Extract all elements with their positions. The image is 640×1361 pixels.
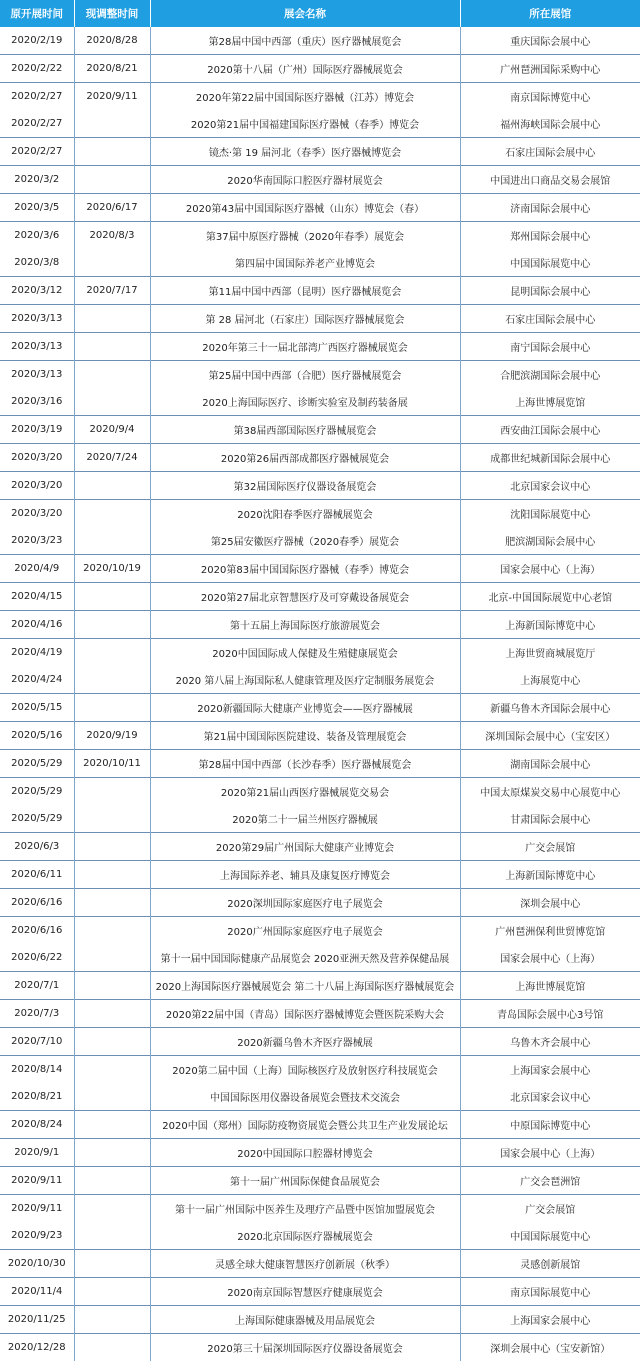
table-row xyxy=(0,1250,640,1278)
exhibition-name-cell: 2020中国国际成人保健及生殖健康展览会 xyxy=(150,639,460,667)
exhibition-name-cell: 2020华南国际口腔医疗器材展览会 xyxy=(150,166,460,194)
original-date-cell: 2020/3/19 xyxy=(0,416,74,444)
adjusted-date-cell xyxy=(74,666,150,694)
exhibition-name-cell: 第37届中原医疗器械（2020年春季）展览会 xyxy=(150,222,460,250)
exhibition-name-cell: 2020第二届中国（上海）国际核医疗及放射医疗科技展览会 xyxy=(150,1056,460,1084)
original-date-cell: 2020/9/11 xyxy=(0,1195,74,1223)
adjusted-date-cell xyxy=(74,361,150,389)
exhibition-name-cell: 第25届安徽医疗器械（2020春季）展览会 xyxy=(150,527,460,555)
venue-cell: 广交会展馆 xyxy=(460,1195,640,1223)
original-date-cell: 2020/4/19 xyxy=(0,639,74,667)
table-row xyxy=(0,305,640,333)
venue-cell: 广州琶洲保利世贸博览馆 xyxy=(460,917,640,945)
venue-cell: 乌鲁木齐会展中心 xyxy=(460,1028,640,1056)
original-date-cell: 2020/10/30 xyxy=(0,1250,74,1278)
adjusted-date-cell: 2020/9/11 xyxy=(74,83,150,111)
original-date-cell: 2020/9/23 xyxy=(0,1222,74,1250)
exhibition-name-cell: 2020北京国际医疗器械展览会 xyxy=(150,1222,460,1250)
adjusted-date-cell: 2020/10/19 xyxy=(74,555,150,583)
venue-cell: 上海国家会展中心 xyxy=(460,1056,640,1084)
table-row xyxy=(0,166,640,194)
venue-cell: 广交会琶洲馆 xyxy=(460,1167,640,1195)
original-date-cell: 2020/3/2 xyxy=(0,166,74,194)
table-row xyxy=(0,55,640,83)
venue-cell: 中国国际展览中心 xyxy=(460,1222,640,1250)
venue-cell: 上海国家会展中心 xyxy=(460,1306,640,1334)
adjusted-date-cell xyxy=(74,889,150,917)
adjusted-date-cell: 2020/9/4 xyxy=(74,416,150,444)
table-row xyxy=(0,361,640,389)
exhibition-name-cell: 第21届中国国际医院建设、装备及管理展览会 xyxy=(150,722,460,750)
table-row xyxy=(0,944,640,972)
table-row xyxy=(0,583,640,611)
venue-cell: 肥滨湖国际会展中心 xyxy=(460,527,640,555)
original-date-cell: 2020/3/20 xyxy=(0,444,74,472)
venue-cell: 上海新国际博览中心 xyxy=(460,611,640,639)
original-date-cell: 2020/11/25 xyxy=(0,1306,74,1334)
table-header xyxy=(0,0,640,27)
adjusted-date-cell xyxy=(74,805,150,833)
original-date-cell: 2020/8/14 xyxy=(0,1056,74,1084)
table-row xyxy=(0,1167,640,1195)
original-date-cell: 2020/2/27 xyxy=(0,138,74,166)
adjusted-date-cell: 2020/6/17 xyxy=(74,194,150,222)
original-date-cell: 2020/2/27 xyxy=(0,83,74,111)
original-date-cell: 2020/6/16 xyxy=(0,917,74,945)
original-date-cell: 2020/4/16 xyxy=(0,611,74,639)
original-date-cell: 2020/3/20 xyxy=(0,472,74,500)
table-row xyxy=(0,138,640,166)
table-row xyxy=(0,1139,640,1167)
adjusted-date-cell xyxy=(74,527,150,555)
table-row xyxy=(0,1083,640,1111)
exhibition-name-cell: 2020新疆国际大健康产业博览会——医疗器械展 xyxy=(150,694,460,722)
adjusted-date-cell xyxy=(74,1222,150,1250)
original-date-cell: 2020/3/5 xyxy=(0,194,74,222)
adjusted-date-cell xyxy=(74,1000,150,1028)
table-row xyxy=(0,694,640,722)
table-row xyxy=(0,889,640,917)
exhibition-name-cell: 2020第二十一届兰州医疗器械展 xyxy=(150,805,460,833)
adjusted-date-cell xyxy=(74,1334,150,1361)
original-date-cell: 2020/11/4 xyxy=(0,1278,74,1306)
adjusted-date-cell xyxy=(74,110,150,138)
exhibition-name-cell: 2020沈阳春季医疗器械展览会 xyxy=(150,500,460,528)
venue-cell: 重庆国际会展中心 xyxy=(460,27,640,55)
exhibition-name-cell: 2020第22届中国（青岛）国际医疗器械博览会暨医院采购大会 xyxy=(150,1000,460,1028)
exhibition-name-cell: 2020中国国际口腔器材博览会 xyxy=(150,1139,460,1167)
venue-cell: 中原国际博览中心 xyxy=(460,1111,640,1139)
venue-cell: 广州琶洲国际采购中心 xyxy=(460,55,640,83)
adjusted-date-cell xyxy=(74,472,150,500)
adjusted-date-cell: 2020/9/19 xyxy=(74,722,150,750)
original-date-cell: 2020/2/27 xyxy=(0,110,74,138)
header-adjusted-date: 现调整时间 xyxy=(74,0,150,27)
adjusted-date-cell xyxy=(74,166,150,194)
table-row xyxy=(0,778,640,806)
exhibition-name-cell: 第十一届广州国际中医养生及理疗产品暨中医馆加盟展览会 xyxy=(150,1195,460,1223)
original-date-cell: 2020/3/13 xyxy=(0,305,74,333)
exhibition-name-cell: 2020中国（郑州）国际防疫物资展览会暨公共卫生产业发展论坛 xyxy=(150,1111,460,1139)
adjusted-date-cell xyxy=(74,1028,150,1056)
adjusted-date-cell: 2020/8/3 xyxy=(74,222,150,250)
exhibition-name-cell: 第32届国际医疗仪器设备展览会 xyxy=(150,472,460,500)
venue-cell: 合肥滨湖国际会展中心 xyxy=(460,361,640,389)
header-exhibition-name: 展会名称 xyxy=(150,0,460,27)
venue-cell: 北京国家会议中心 xyxy=(460,1083,640,1111)
exhibition-name-cell: 2020广州国际家庭医疗电子展览会 xyxy=(150,917,460,945)
adjusted-date-cell xyxy=(74,639,150,667)
adjusted-date-cell: 2020/7/24 xyxy=(74,444,150,472)
table-row xyxy=(0,611,640,639)
original-date-cell: 2020/8/24 xyxy=(0,1111,74,1139)
venue-cell: 灵感创新展馆 xyxy=(460,1250,640,1278)
venue-cell: 南京国际展览中心 xyxy=(460,1278,640,1306)
adjusted-date-cell xyxy=(74,917,150,945)
table-row xyxy=(0,222,640,250)
table-row xyxy=(0,917,640,945)
table-row xyxy=(0,83,640,111)
adjusted-date-cell: 2020/8/21 xyxy=(74,55,150,83)
venue-cell: 甘肃国际会展中心 xyxy=(460,805,640,833)
exhibition-name-cell: 第十一届中国国际健康产品展览会 2020亚洲天然及营养保健品展 xyxy=(150,944,460,972)
original-date-cell: 2020/3/13 xyxy=(0,361,74,389)
adjusted-date-cell xyxy=(74,778,150,806)
original-date-cell: 2020/2/19 xyxy=(0,27,74,55)
table-row xyxy=(0,194,640,222)
original-date-cell: 2020/3/20 xyxy=(0,500,74,528)
table-row xyxy=(0,27,640,55)
venue-cell: 湖南国际会展中心 xyxy=(460,750,640,778)
table-row xyxy=(0,333,640,361)
adjusted-date-cell xyxy=(74,1056,150,1084)
table-row xyxy=(0,527,640,555)
adjusted-date-cell xyxy=(74,1195,150,1223)
exhibition-name-cell: 2020第43届中国国际医疗器械（山东）博览会（春） xyxy=(150,194,460,222)
original-date-cell: 2020/7/3 xyxy=(0,1000,74,1028)
original-date-cell: 2020/5/29 xyxy=(0,805,74,833)
adjusted-date-cell xyxy=(74,583,150,611)
exhibition-name-cell: 2020年第22届中国国际医疗器械（江苏）博览会 xyxy=(150,83,460,111)
exhibition-name-cell: 2020深圳国际家庭医疗电子展览会 xyxy=(150,889,460,917)
table-row xyxy=(0,1111,640,1139)
venue-cell: 广交会展馆 xyxy=(460,833,640,861)
venue-cell: 上海世博展览馆 xyxy=(460,972,640,1000)
original-date-cell: 2020/3/6 xyxy=(0,222,74,250)
original-date-cell: 2020/9/1 xyxy=(0,1139,74,1167)
table-row xyxy=(0,444,640,472)
adjusted-date-cell: 2020/7/17 xyxy=(74,277,150,305)
original-date-cell: 2020/6/3 xyxy=(0,833,74,861)
exhibition-name-cell: 2020第十八届（广州）国际医疗器械展览会 xyxy=(150,55,460,83)
table-row xyxy=(0,1000,640,1028)
exhibition-name-cell: 第11届中国中西部（昆明）医疗器械展览会 xyxy=(150,277,460,305)
table-row xyxy=(0,750,640,778)
exhibition-name-cell: 2020第83届中国国际医疗器械（春季）博览会 xyxy=(150,555,460,583)
exhibition-name-cell: 第38届西部国际医疗器械展览会 xyxy=(150,416,460,444)
exhibition-name-cell: 2020年第三十一届北部湾广西医疗器械展览会 xyxy=(150,333,460,361)
exhibition-name-cell: 2020南京国际智慧医疗健康展览会 xyxy=(150,1278,460,1306)
venue-cell: 新疆乌鲁木齐国际会展中心 xyxy=(460,694,640,722)
venue-cell: 深圳国际会展中心（宝安区） xyxy=(460,722,640,750)
exhibition-name-cell: 2020第21届中国福建国际医疗器械（春季）博览会 xyxy=(150,110,460,138)
venue-cell: 青岛国际会展中心3号馆 xyxy=(460,1000,640,1028)
original-date-cell: 2020/12/28 xyxy=(0,1334,74,1361)
original-date-cell: 2020/5/15 xyxy=(0,694,74,722)
venue-cell: 南宁国际会展中心 xyxy=(460,333,640,361)
table-row xyxy=(0,1056,640,1084)
adjusted-date-cell xyxy=(74,333,150,361)
exhibition-name-cell: 灵感全球大健康智慧医疗创新展（秋季） xyxy=(150,1250,460,1278)
exhibition-name-cell: 2020第27届北京智慧医疗及可穿戴设备展览会 xyxy=(150,583,460,611)
adjusted-date-cell xyxy=(74,138,150,166)
exhibition-name-cell: 第28届中国中西部（重庆）医疗器械展览会 xyxy=(150,27,460,55)
table-row xyxy=(0,249,640,277)
original-date-cell: 2020/2/22 xyxy=(0,55,74,83)
original-date-cell: 2020/6/16 xyxy=(0,889,74,917)
venue-cell: 沈阳国际展览中心 xyxy=(460,500,640,528)
exhibition-name-cell: 2020第29届广州国际大健康产业博览会 xyxy=(150,833,460,861)
venue-cell: 南京国际博览中心 xyxy=(460,83,640,111)
adjusted-date-cell xyxy=(74,1083,150,1111)
adjusted-date-cell xyxy=(74,1306,150,1334)
venue-cell: 上海新国际博览中心 xyxy=(460,861,640,889)
original-date-cell: 2020/4/9 xyxy=(0,555,74,583)
venue-cell: 昆明国际会展中心 xyxy=(460,277,640,305)
table-row xyxy=(0,110,640,138)
adjusted-date-cell xyxy=(74,500,150,528)
table-row xyxy=(0,500,640,528)
venue-cell: 石家庄国际会展中心 xyxy=(460,305,640,333)
exhibition-name-cell: 2020上海国际医疗、诊断实验室及制药装备展 xyxy=(150,388,460,416)
exhibition-name-cell: 镜杰·第 19 届河北（春季）医疗器械博览会 xyxy=(150,138,460,166)
original-date-cell: 2020/7/10 xyxy=(0,1028,74,1056)
venue-cell: 上海世博展览馆 xyxy=(460,388,640,416)
adjusted-date-cell xyxy=(74,861,150,889)
exhibition-name-cell: 第十五届上海国际医疗旅游展览会 xyxy=(150,611,460,639)
exhibition-name-cell: 中国国际医用仪器设备展览会暨技术交流会 xyxy=(150,1083,460,1111)
exhibition-name-cell: 第 28 届河北（石家庄）国际医疗器械展览会 xyxy=(150,305,460,333)
venue-cell: 国家会展中心（上海） xyxy=(460,555,640,583)
table-row xyxy=(0,1028,640,1056)
original-date-cell: 2020/7/1 xyxy=(0,972,74,1000)
original-date-cell: 2020/4/24 xyxy=(0,666,74,694)
adjusted-date-cell xyxy=(74,944,150,972)
table-row xyxy=(0,1278,640,1306)
adjusted-date-cell xyxy=(74,1250,150,1278)
table-row xyxy=(0,861,640,889)
adjusted-date-cell xyxy=(74,1139,150,1167)
original-date-cell: 2020/9/11 xyxy=(0,1167,74,1195)
venue-cell: 成都世纪城新国际会展中心 xyxy=(460,444,640,472)
table-row xyxy=(0,1222,640,1250)
table-row xyxy=(0,1195,640,1223)
table-row xyxy=(0,972,640,1000)
venue-cell: 石家庄国际会展中心 xyxy=(460,138,640,166)
venue-cell: 上海世贸商城展览厅 xyxy=(460,639,640,667)
adjusted-date-cell xyxy=(74,611,150,639)
exhibition-name-cell: 2020上海国际医疗器械展览会 第二十八届上海国际医疗器械展览会 xyxy=(150,972,460,1000)
table-row xyxy=(0,416,640,444)
venue-cell: 郑州国际会展中心 xyxy=(460,222,640,250)
venue-cell: 福州海峡国际会展中心 xyxy=(460,110,640,138)
exhibition-name-cell: 第四届中国国际养老产业博览会 xyxy=(150,249,460,277)
table-row xyxy=(0,1334,640,1361)
table-row xyxy=(0,555,640,583)
table-body xyxy=(0,27,640,1361)
exhibition-name-cell: 上海国际养老、辅具及康复医疗博览会 xyxy=(150,861,460,889)
adjusted-date-cell xyxy=(74,1278,150,1306)
venue-cell: 中国进出口商品交易会展馆 xyxy=(460,166,640,194)
venue-cell: 上海展览中心 xyxy=(460,666,640,694)
header-venue: 所在展馆 xyxy=(460,0,640,27)
adjusted-date-cell xyxy=(74,1111,150,1139)
exhibition-name-cell: 2020新疆乌鲁木齐医疗器械展 xyxy=(150,1028,460,1056)
adjusted-date-cell xyxy=(74,305,150,333)
adjusted-date-cell xyxy=(74,972,150,1000)
table-row xyxy=(0,805,640,833)
original-date-cell: 2020/8/21 xyxy=(0,1083,74,1111)
adjusted-date-cell xyxy=(74,1167,150,1195)
original-date-cell: 2020/3/12 xyxy=(0,277,74,305)
original-date-cell: 2020/3/16 xyxy=(0,388,74,416)
table-row xyxy=(0,666,640,694)
adjusted-date-cell xyxy=(74,694,150,722)
table-row xyxy=(0,472,640,500)
original-date-cell: 2020/5/29 xyxy=(0,778,74,806)
exhibition-name-cell: 2020第21届山西医疗器械展览交易会 xyxy=(150,778,460,806)
venue-cell: 北京-中国国际展览中心老馆 xyxy=(460,583,640,611)
venue-cell: 北京国家会议中心 xyxy=(460,472,640,500)
table-row xyxy=(0,722,640,750)
venue-cell: 国家会展中心（上海） xyxy=(460,944,640,972)
original-date-cell: 2020/3/8 xyxy=(0,249,74,277)
venue-cell: 中国国际展览中心 xyxy=(460,249,640,277)
venue-cell: 深圳会展中心（宝安新馆） xyxy=(460,1334,640,1361)
table-row xyxy=(0,833,640,861)
original-date-cell: 2020/6/22 xyxy=(0,944,74,972)
original-date-cell: 2020/3/13 xyxy=(0,333,74,361)
adjusted-date-cell xyxy=(74,249,150,277)
exhibition-name-cell: 2020 第八届上海国际私人健康管理及医疗定制服务展览会 xyxy=(150,666,460,694)
exhibition-name-cell: 第28届中国中西部（长沙春季）医疗器械展览会 xyxy=(150,750,460,778)
original-date-cell: 2020/3/23 xyxy=(0,527,74,555)
venue-cell: 中国太原煤炭交易中心展览中心 xyxy=(460,778,640,806)
venue-cell: 深圳会展中心 xyxy=(460,889,640,917)
exhibition-name-cell: 2020第26届西部成都医疗器械展览会 xyxy=(150,444,460,472)
header-original-date: 原开展时间 xyxy=(0,0,74,27)
table-row xyxy=(0,1306,640,1334)
original-date-cell: 2020/5/16 xyxy=(0,722,74,750)
original-date-cell: 2020/6/11 xyxy=(0,861,74,889)
adjusted-date-cell: 2020/8/28 xyxy=(74,27,150,55)
original-date-cell: 2020/5/29 xyxy=(0,750,74,778)
table-row xyxy=(0,277,640,305)
venue-cell: 国家会展中心（上海） xyxy=(460,1139,640,1167)
exhibition-name-cell: 2020第三十届深圳国际医疗仪器设备展览会 xyxy=(150,1334,460,1361)
table-row xyxy=(0,639,640,667)
adjusted-date-cell: 2020/10/11 xyxy=(74,750,150,778)
exhibition-name-cell: 上海国际健康器械及用品展览会 xyxy=(150,1306,460,1334)
adjusted-date-cell xyxy=(74,388,150,416)
original-date-cell: 2020/4/15 xyxy=(0,583,74,611)
venue-cell: 济南国际会展中心 xyxy=(460,194,640,222)
exhibition-name-cell: 第十一届广州国际保健食品展览会 xyxy=(150,1167,460,1195)
table-row xyxy=(0,388,640,416)
adjusted-date-cell xyxy=(74,833,150,861)
venue-cell: 西安曲江国际会展中心 xyxy=(460,416,640,444)
exhibition-name-cell: 第25届中国中西部（合肥）医疗器械展览会 xyxy=(150,361,460,389)
